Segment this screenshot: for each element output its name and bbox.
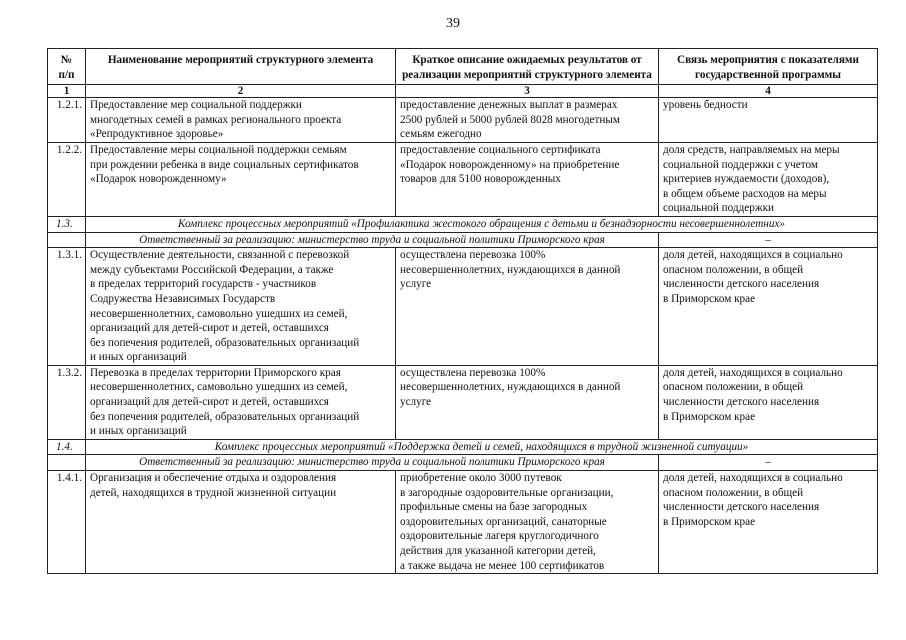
activity-number: 1.3.1. — [48, 248, 86, 366]
activity-result: предоставление социального сертификата «Подарок новорожденному» на приобретение товаров для 5100 новорожденных — [396, 142, 659, 216]
responsible-party: Ответственный за реализацию: министерство труда и социальной политики Приморского края — [86, 232, 659, 248]
column-number: 3 — [396, 85, 659, 98]
column-number: 1 — [48, 85, 86, 98]
page-number: 39 — [446, 16, 460, 31]
activity-name: Осуществление деятельности, связанной с перевозкой между субъектами Российской Федерации, а также в пределах территорий государств - участников Содружества Независимых Государств несовершеннолетних, самовольно ушедших из семей, организаций для детей-сирот и детей, оставшихся без попечения родителей, образовательных организаций и иных организаций — [86, 248, 396, 366]
dash-cell: – — [659, 455, 878, 471]
activity-name: Предоставление меры социальной поддержки семьям при рождении ребенка в виде социальных сертификатов «Подарок новорожденному» — [86, 142, 396, 216]
activity-indicator: доля средств, направляемых на меры социальной поддержки с учетом критериев нуждаемости (доходов), в общем объеме расходов на меры социальной поддержки — [659, 142, 878, 216]
activity-number: 1.3.2. — [48, 365, 86, 439]
program-activities-table — [47, 48, 878, 574]
responsible-party: Ответственный за реализацию: министерство труда и социальной политики Приморского края — [86, 455, 659, 471]
table-row — [48, 471, 878, 574]
section-number: 1.4. — [48, 439, 86, 455]
activity-name: Перевозка в пределах территории Приморского края несовершеннолетних, самовольно ушедших из семей, организаций для детей-сирот и детей, оставшихся без попечения родителей, образовательных организаций и иных организаций — [86, 365, 396, 439]
activity-result: приобретение около 3000 путевок в загородные оздоровительные организации, профильные смены на базе загородных оздоровительных организаций, санаторные оздоровительные лагеря круглогодичного действия для указанной категории детей, а также выдача не менее 100 сертификатов — [396, 471, 659, 574]
activity-name: Организация и обеспечение отдыха и оздоровления детей, находящихся в трудной жизненной ситуации — [86, 471, 396, 574]
section-row — [48, 216, 878, 232]
dash-cell: – — [659, 232, 878, 248]
section-title: Комплекс процессных мероприятий «Профилактика жестокого обращения с детьми и безнадзорности несовершеннолетних» — [86, 216, 878, 232]
responsible-row — [48, 232, 878, 248]
table-header-row — [48, 49, 878, 85]
column-number: 2 — [86, 85, 396, 98]
activity-result: предоставление денежных выплат в размерах 2500 рублей и 5000 рублей 8028 многодетным семьям ежегодно — [396, 98, 659, 143]
header-expected-results: Краткое описание ожидаемых результатов от реализации мероприятий структурного элемента — [396, 49, 659, 85]
activity-indicator: доля детей, находящихся в социально опасном положении, в общей численности детского населения в Приморском крае — [659, 248, 878, 366]
table-row — [48, 98, 878, 143]
header-program-indicators: Связь мероприятия с показателями государственной программы — [659, 49, 878, 85]
responsible-row — [48, 455, 878, 471]
column-number: 4 — [659, 85, 878, 98]
table-row — [48, 248, 878, 366]
header-activity-name: Наименование мероприятий структурного элемента — [86, 49, 396, 85]
activity-indicator: доля детей, находящихся в социально опасном положении, в общей численности детского населения в Приморском крае — [659, 365, 878, 439]
activity-number: 1.2.1. — [48, 98, 86, 143]
column-number-row — [48, 85, 878, 98]
empty-cell — [48, 455, 86, 471]
empty-cell — [48, 232, 86, 248]
section-title: Комплекс процессных мероприятий «Поддержка детей и семей, находящихся в трудной жизненной ситуации» — [86, 439, 878, 455]
header-number: № п/п — [48, 49, 86, 85]
section-number: 1.3. — [48, 216, 86, 232]
section-row — [48, 439, 878, 455]
activity-result: осуществлена перевозка 100% несовершеннолетних, нуждающихся в данной услуге — [396, 365, 659, 439]
activity-result: осуществлена перевозка 100% несовершеннолетних, нуждающихся в данной услуге — [396, 248, 659, 366]
activity-number: 1.2.2. — [48, 142, 86, 216]
table-row — [48, 142, 878, 216]
activity-indicator: уровень бедности — [659, 98, 878, 143]
table-row — [48, 365, 878, 439]
activity-indicator: доля детей, находящихся в социально опасном положении, в общей численности детского населения в Приморском крае — [659, 471, 878, 574]
activity-number: 1.4.1. — [48, 471, 86, 574]
activity-name: Предоставление мер социальной поддержки многодетных семей в рамках регионального проекта «Репродуктивное здоровье» — [86, 98, 396, 143]
